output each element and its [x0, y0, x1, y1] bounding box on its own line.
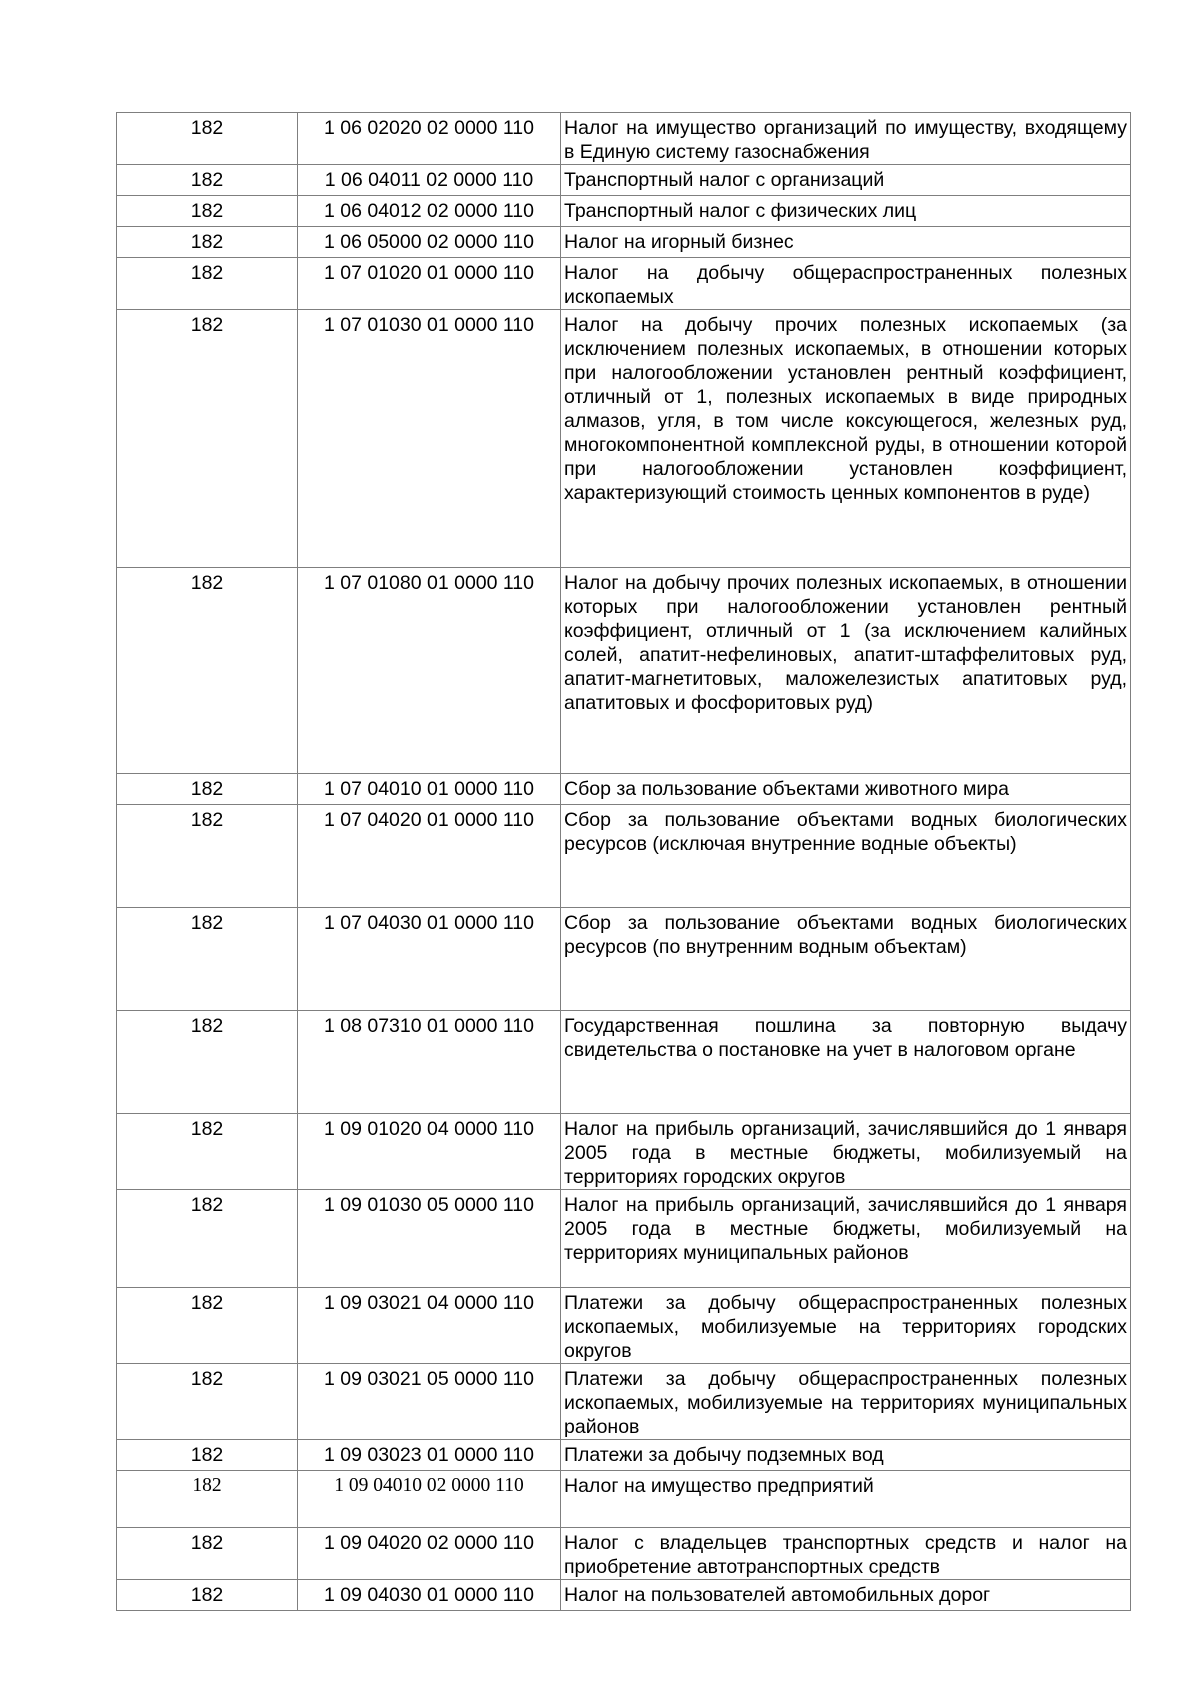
admin-code: 182	[117, 1471, 298, 1528]
table-row	[117, 774, 1131, 805]
revenue-name: Налог на добычу прочих полезных ископаемых (за исключением полезных ископаемых, в отношении которых при налогообложении установлен рентный коэффициент, отличный от 1, полезных ископаемых в виде природных алмазов, угля, в том числе коксующегося, железных руд, многокомпонентной комплексной руды, в отношении которой при налогообложении установлен коэффициент, характеризующий стоимость ценных компонентов в руде)	[561, 310, 1131, 568]
admin-code: 182	[117, 774, 298, 805]
budget-code: 1 09 03023 01 0000 110	[298, 1440, 561, 1471]
admin-code: 182	[117, 908, 298, 1011]
budget-code: 1 07 01080 01 0000 110	[298, 568, 561, 774]
budget-code: 1 09 03021 04 0000 110	[298, 1288, 561, 1364]
table-row	[117, 1114, 1131, 1190]
table-row	[117, 1288, 1131, 1364]
revenue-name: Сбор за пользование объектами животного мира	[561, 774, 1131, 805]
admin-code: 182	[117, 1528, 298, 1580]
table-row	[117, 1011, 1131, 1114]
table-row	[117, 310, 1131, 568]
budget-code: 1 09 01020 04 0000 110	[298, 1114, 561, 1190]
table-row	[117, 1364, 1131, 1440]
admin-code: 182	[117, 1288, 298, 1364]
budget-code: 1 06 04012 02 0000 110	[298, 196, 561, 227]
admin-code: 182	[117, 1580, 298, 1611]
admin-code: 182	[117, 1440, 298, 1471]
budget-code: 1 09 04030 01 0000 110	[298, 1580, 561, 1611]
budget-code: 1 06 02020 02 0000 110	[298, 113, 561, 165]
table-row	[117, 113, 1131, 165]
revenue-name: Налог на добычу прочих полезных ископаемых, в отношении которых при налогообложении установлен рентный коэффициент, отличный от 1 (за исключением калийных солей, апатит-нефелиновых, апатит-штаффелитовых руд, апатит-магнетитовых, маложелезистых апатитовых руд, апатитовых и фосфоритовых руд)	[561, 568, 1131, 774]
revenue-name: Транспортный налог с физических лиц	[561, 196, 1131, 227]
budget-code: 1 07 04030 01 0000 110	[298, 908, 561, 1011]
revenue-name: Платежи за добычу общераспространенных полезных ископаемых, мобилизуемые на территориях муниципальных районов	[561, 1364, 1131, 1440]
revenue-name: Сбор за пользование объектами водных биологических ресурсов (исключая внутренние водные объекты)	[561, 805, 1131, 908]
budget-code: 1 07 04020 01 0000 110	[298, 805, 561, 908]
budget-code: 1 08 07310 01 0000 110	[298, 1011, 561, 1114]
budget-codes-table	[116, 112, 1131, 1611]
budget-code: 1 09 04020 02 0000 110	[298, 1528, 561, 1580]
revenue-name: Платежи за добычу общераспространенных полезных ископаемых, мобилизуемые на территориях городских округов	[561, 1288, 1131, 1364]
admin-code: 182	[117, 258, 298, 310]
table-row	[117, 1471, 1131, 1528]
table-row	[117, 196, 1131, 227]
revenue-name: Налог на пользователей автомобильных дорог	[561, 1580, 1131, 1611]
admin-code: 182	[117, 805, 298, 908]
budget-code: 1 06 05000 02 0000 110	[298, 227, 561, 258]
budget-code: 1 09 04010 02 0000 110	[298, 1471, 561, 1528]
revenue-name: Налог на игорный бизнес	[561, 227, 1131, 258]
budget-code: 1 09 01030 05 0000 110	[298, 1190, 561, 1288]
table-row	[117, 1440, 1131, 1471]
admin-code: 182	[117, 113, 298, 165]
admin-code: 182	[117, 568, 298, 774]
table-row	[117, 258, 1131, 310]
admin-code: 182	[117, 1114, 298, 1190]
revenue-name: Налог на прибыль организаций, зачислявшийся до 1 января 2005 года в местные бюджеты, мобилизуемый на территориях городских округов	[561, 1114, 1131, 1190]
revenue-name: Налог на добычу общераспространенных полезных ископаемых	[561, 258, 1131, 310]
admin-code: 182	[117, 1011, 298, 1114]
admin-code: 182	[117, 310, 298, 568]
budget-code: 1 06 04011 02 0000 110	[298, 165, 561, 196]
budget-code: 1 07 04010 01 0000 110	[298, 774, 561, 805]
table-row	[117, 908, 1131, 1011]
admin-code: 182	[117, 1364, 298, 1440]
revenue-name: Сбор за пользование объектами водных биологических ресурсов (по внутренним водным объектам)	[561, 908, 1131, 1011]
admin-code: 182	[117, 1190, 298, 1288]
revenue-name: Платежи за добычу подземных вод	[561, 1440, 1131, 1471]
revenue-name: Налог с владельцев транспортных средств и налог на приобретение автотранспортных средств	[561, 1528, 1131, 1580]
admin-code: 182	[117, 196, 298, 227]
table-row	[117, 1528, 1131, 1580]
table-row	[117, 165, 1131, 196]
admin-code: 182	[117, 227, 298, 258]
table-row	[117, 1580, 1131, 1611]
admin-code: 182	[117, 165, 298, 196]
table-row	[117, 568, 1131, 774]
revenue-name: Транспортный налог с организаций	[561, 165, 1131, 196]
table-row	[117, 805, 1131, 908]
revenue-name: Налог на имущество организаций по имуществу, входящему в Единую систему газоснабжения	[561, 113, 1131, 165]
revenue-name: Государственная пошлина за повторную выдачу свидетельства о постановке на учет в налоговом органе	[561, 1011, 1131, 1114]
budget-code: 1 09 03021 05 0000 110	[298, 1364, 561, 1440]
revenue-name: Налог на имущество предприятий	[561, 1471, 1131, 1528]
table-row	[117, 227, 1131, 258]
table-row	[117, 1190, 1131, 1288]
budget-code: 1 07 01030 01 0000 110	[298, 310, 561, 568]
revenue-name: Налог на прибыль организаций, зачислявшийся до 1 января 2005 года в местные бюджеты, мобилизуемый на территориях муниципальных районов	[561, 1190, 1131, 1288]
budget-code: 1 07 01020 01 0000 110	[298, 258, 561, 310]
